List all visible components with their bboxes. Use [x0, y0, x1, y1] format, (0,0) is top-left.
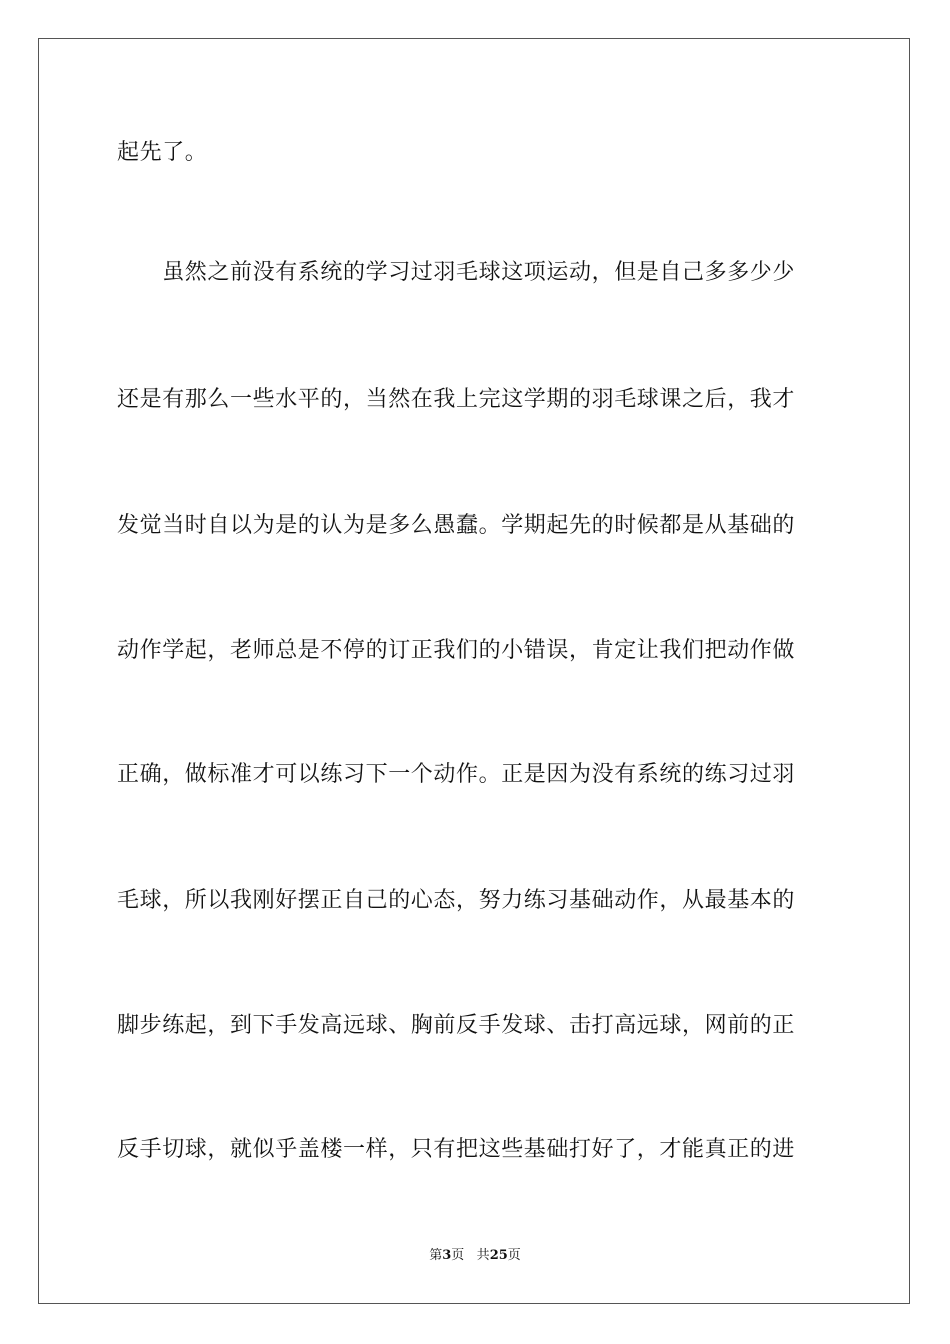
body-text-line-9: 反手切球，就似乎盖楼一样，只有把这些基础打好了，才能真正的进: [117, 1137, 796, 1162]
body-text-line-1: 起先了。: [117, 140, 208, 165]
total-prefix: 共: [476, 1248, 490, 1263]
page-number-footer: [0, 1247, 950, 1265]
total-suffix: 页: [507, 1248, 521, 1263]
page-border: [38, 38, 910, 1304]
body-text-line-8: 脚步练起，到下手发高远球、胸前反手发球、击打高远球，网前的正: [117, 1013, 796, 1038]
current-page-number: 3: [442, 1248, 452, 1263]
body-text-line-6: 正确，做标准才可以练习下一个动作。正是因为没有系统的练习过羽: [117, 762, 796, 787]
body-text-line-7: 毛球，所以我刚好摆正自己的心态，努力练习基础动作，从最基本的: [117, 888, 796, 913]
page-prefix: 第: [429, 1248, 443, 1263]
body-text-line-3: 还是有那么一些水平的，当然在我上完这学期的羽毛球课之后，我才: [117, 387, 796, 412]
total-pages-number: 25: [489, 1248, 508, 1263]
page-suffix: 页: [451, 1248, 465, 1263]
body-text-line-4: 发觉当时自以为是的认为是多么愚蠢。学期起先的时候都是从基础的: [117, 513, 796, 538]
body-text-line-2: 虽然之前没有系统的学习过羽毛球这项运动，但是自己多多少少: [117, 260, 796, 285]
body-text-line-5: 动作学起，老师总是不停的订正我们的小错误，肯定让我们把动作做: [117, 638, 796, 663]
